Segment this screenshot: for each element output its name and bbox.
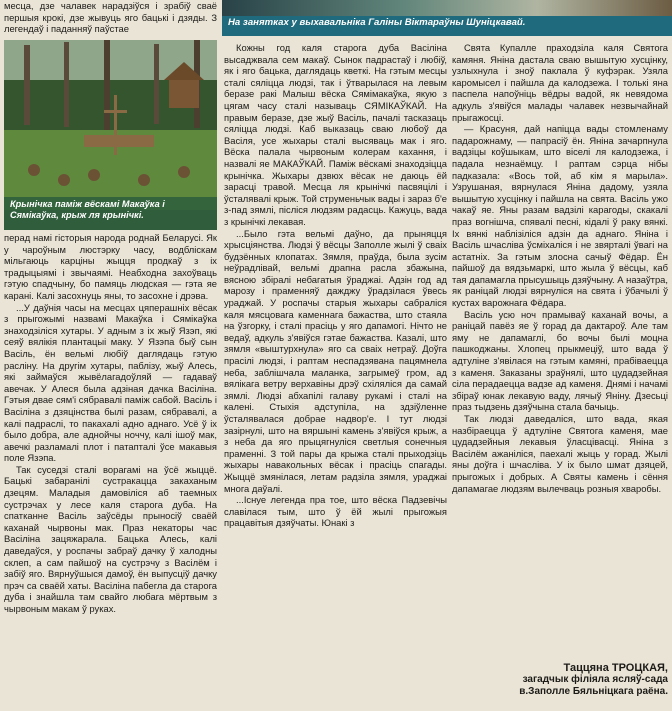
col2-paragraph: ...Было гэта вельмі даўно, да прыняцця хрысціянства. Людзі ў вёсцы Заполле жылі ў сваіх будзённых клопатах. Зямля, праўда, была зусім неўрадлівай, вельмі драпна расла збажына, вясною збіралі небагатыя ўраджаі. Адзін год ад марозу і праменняў дажджу ўрадзілася ўвесь ураджай. У роспачы старыя жыхары сабраліся каля мясцовага каменнага бажаства, што стаяла на ўзгорку, і сталі прасіць у яго дапамогі. Нічто не ведаў, адкуль з'явіўся гэтае бажаства. Казалі, што зямля «выштурхнула» яго са сваіх нетраў. Доўга прасілі людзі, і раптам неспадзявана пацямнела неба, заблішчала маланка, загрымеў гром, ад вялікага ветру верхавіны дрэў схіляліся да самай зямлі. Людзі абхапілі галаву рукамі і сталі на калені. Стыхія адступіла, на здзіўленне ўсталявалася добрае надвор'е. І тут людзі зазірнулі, што на вяршыні камень з'явіўся крыж, а з неба да яго прыцягнуліся светлыя сонечныя праменні. З той пары да крыжа сталі прыходзіць жыхары навакольных вёсак і прасіць спагады. Жыццё змянілася, летам радзіла зямля, ураджаі многа даўалі. xyxy=(224,227,447,494)
col3-paragraph: Так людзі даведаліся, што вада, якая назбіраецца ў адтуліне Святога каменя, мае цудадзейныя лекавыя ўласцівасці. Яніна з Васілём ажаніліся, паехалі жыць у горад. Жылі яны доўга і шчасліва. У іх было шмат дзяцей, прыгожых і добрых. А Святы камень і сёння дапамагае людзям вылечваць розныя хваробы. xyxy=(452,413,668,494)
col2-paragraph: Кожны год каля старога дуба Васіліна высаджвала сем макаў. Сынок падрастаў і любіў, як і яго бацька, даглядаць кветкі. На гэтым месцы сталі сяліцца людзі, так і ўтварылася на левым беразе ракі Малыш вёска Сямімакаўка, якую з цягам часу сталі называць СЯМІКАЎКАЙ. На правым беразе, дзе жыў Васіль, пачалі тасказаць сяліцца людзі. Каб выказаць сваю любоў да Васіля, усе жыхары сталі высяваць мак і яго. Вёска палала чырвоным колерам кахання, і назвалі яе МАКАЎКАЙ. Паміж вёскамі знаходзіцца крынічка. Жыхары дзвюх вёсак не даюць ёй зарасці травой. Месца ля крынічкі пасвяцілі і ўсталявалі крыж. Той струменьчык вады і зараз б'е з-пад зямлі, післіся людзям радасць. Кажуць, вада з крынічкі лекавая. xyxy=(224,42,447,227)
column-1 xyxy=(4,0,217,35)
col1-paragraph: перад намі гісторыя народа роднай Беларусі. Як у чароўным люстэрку часу, водбліскам мільгаюць карціны жыцця продкаў з іх традыцыямі і звычаямі. Неабходна захоўваць гэтую спадчыну, бо памяць людская — гэта яе карані. Калі засохнуць яны, то засохне і дрэва. xyxy=(4,232,217,301)
spring-photo-caption: Крынічка паміж вёскамі Макаўка і Сямікаўка, крыж ля крынічкі. xyxy=(4,197,217,230)
col2-paragraph: ...Існуе легенда пра тое, што вёска Падзевічы славілася тым, што ў ёй жылі прыгожыя працавітыя дзяўчаты. Юнакі з xyxy=(224,494,447,529)
col1-paragraph: Так суседзі сталі ворагамі на ўсё жыццё. Бацькі забаранілі сустракацца закаханым дзецям. Маладыя дамовіліся аб таемных сустрэчах у лесе каля старога дуба. На спатканне Васіль заўсёды прыносіў сваёй каханай чырвоны мак. Праз некаторы час Васіліна зацяжарала. Бацька Алесь, калі даведаўся, у роспачы забраў дачку ў халодны склеп, а сам пайшоў на сустрэчу з Васілём і забіў яго. Вярнуўшыся дамоў, ён выпусціў дачку прэч са сваёй хаты. Васіліна пабегла да старога дуба і знайшла там свайго любага мёртвым з чырвоным макам ў руках. xyxy=(4,463,217,614)
column-2 xyxy=(224,42,447,529)
author-signature xyxy=(452,662,668,698)
column-1-body xyxy=(4,232,217,615)
top-photo xyxy=(222,0,672,16)
top-photo-strip xyxy=(222,0,672,36)
column-3 xyxy=(452,42,668,660)
col3-paragraph: Васіль усю ноч прамываў каханай вочы, а раніцай павёз яе ў горад да дактароў. Але там яму не дапамаглі, бо вочы былі моцна пашкоджаны. Хлопец прыкмеціў, што вада ў адтуліне з'явілася на гэтым камяні, прабіваецца з каменя. Заказаны зраўнялі, што цудадзейная сіла перадаецца вадзе ад каменя. Днямі і начамі збіраў юнак лекавую ваду, лячыў Яніну. Дзесьці праз тыдзень дзяўчына стала бачыць. xyxy=(452,308,668,413)
col1-paragraph: ...У даўнія часы на месцах цяперашніх вёсак з прыгожымі назвамі Макаўка і Сямікаўка знаходзіліся хутары. У адным з іх жыў Язэп, які сеяў вялікія плантацыі маку. У Язэпа быў сын Васіль, ён вельмі любіў даглядаць гэтую расліну. На другім хутары, паблізу, жыў Алесь, які займаўся жывёлагадоўляй — гадаваў авечак. У Алеся была адзіная дачка Васіліна. Гэтыя двае сям'і сябравалі паміж сабой. Васіль і Васіліна з дзяцінства былі разам, сябравалі, а калі падраслі, то пакахалі адно аднаго. Усё ў іх было добра, але аднойчы ноччу, калі ішоў мак, авечкі разламалі плот і патапталі ўсе макавыя поле Язэпа. xyxy=(4,301,217,464)
author-name: Таццяна ТРОЦКАЯ, xyxy=(563,662,668,674)
author-position: загадчык філіяла ясляў-сада xyxy=(522,674,668,685)
author-location: в.Заполле Бяльніцкага раёна. xyxy=(519,686,668,697)
col3-paragraph: Свята Купалле праходзіла каля Святога камяня. Яніна дастала сваю вышытую хусцінку, узлыхнула і зноў паклала ў куфэрак. Узяла каромысел і пайшла да калодзежа. І толькі яна паспела напоўніць вёдры вадой, як невядома адкуль з'явіўся малады чалавек незвычайнай прыгажосці. xyxy=(452,42,668,123)
col1-top-text: месца, дзе чалавек нарадзіўся і зрабіў сваё першыя крокі, дзе жывуць яго бацькі і дзяды. З легендаў і паданняў паўстае xyxy=(4,0,217,35)
col3-paragraph: — Красуня, дай напіцца вады стомленаму падарожнаму, — папрасіў ён. Яніна зачарпнула вадзіцы коўшыкам, што віселі ля калодзежа, і падала незнаёмцу. І раптам сэрца нібы падказала: «Вось той, аб кім я марыла». Узрушаная, вярнулася Яніна дадому, узяла вышытую хусцінку і пайшла на свята. Васіль ужо чакаў яе. Яны разам вадзілі карагоды, скакалі праз вогнішча, спявалі песні, кідалі ў раку вянкі. Іх вянкі наблізіліся адзін да аднаго. Яніна і Васіль шчасліва ўсміхаліся і не звярталі ўвагі на астатніх. За гэтым злосна сачыў Фёдар. Ён пайшоў да вядзьмаркі, што жыла ў вёсцы, каб тая дапамагла прысушыць дзяўчыну. А назаўтра, як раніцай людзі вярнуліся на свята і ўбачылі ў кустах варожнага Фёдара. xyxy=(452,123,668,309)
top-photo-caption: На занятках у выхавальніка Галіны Віктараўны Шуніцкавай. xyxy=(228,17,526,28)
